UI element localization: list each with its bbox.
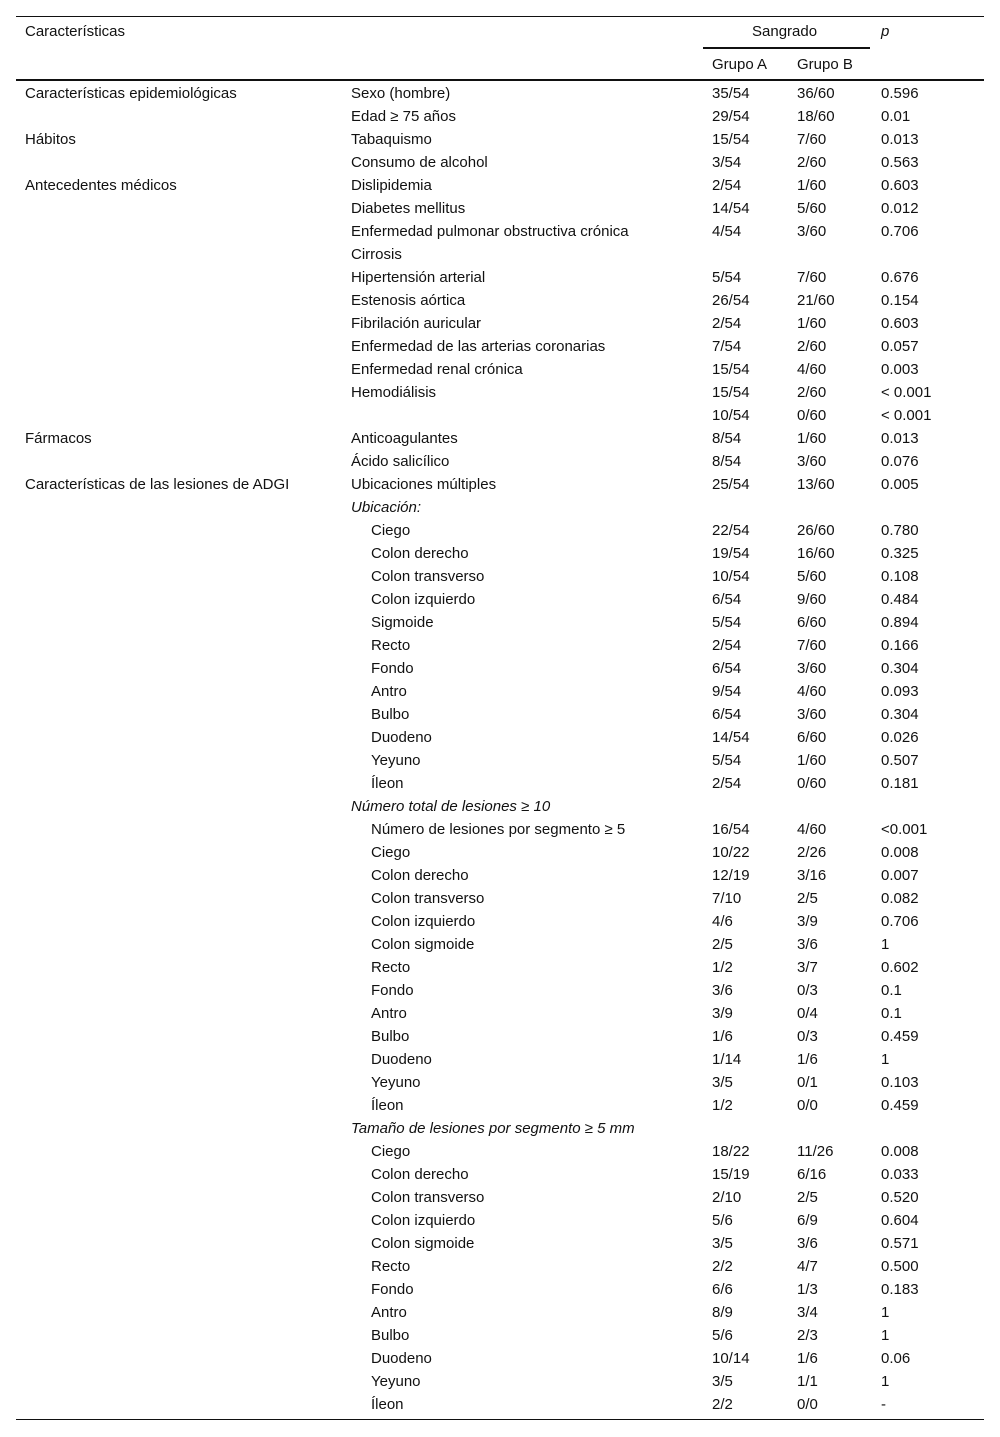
group-b-value: 6/60 [797,729,827,746]
group-a-value: 14/54 [712,200,750,217]
p-value: 0.181 [881,775,919,792]
p-value: < 0.001 [881,384,932,401]
group-a-value: 15/54 [712,131,750,148]
table-row [0,266,1000,289]
p-value: 0.06 [881,1350,911,1367]
group-b-value: 18/60 [797,108,835,125]
p-value: 0.894 [881,614,919,631]
group-b-value: 3/60 [797,660,827,677]
group-b-value: 1/60 [797,752,827,769]
row-characteristic: Colon derecho [371,545,469,562]
group-a-value: 16/54 [712,821,750,838]
group-b-value: 2/3 [797,1327,818,1344]
p-value: 0.008 [881,844,919,861]
p-value: 0.304 [881,706,919,723]
group-a-value: 12/19 [712,867,750,884]
table-row [0,910,1000,933]
group-a-value: 5/54 [712,269,742,286]
table-row [0,542,1000,565]
group-b-value: 5/60 [797,200,827,217]
group-b-value: 0/60 [797,775,827,792]
row-characteristic: Íleon [371,1396,404,1413]
group-b-value: 0/3 [797,982,818,999]
table-row [0,1232,1000,1255]
group-a-value: 5/54 [712,614,742,631]
group-a-value: 6/54 [712,660,742,677]
group-b-value: 1/3 [797,1281,818,1298]
header-characteristics: Características [25,23,126,40]
group-b-value: 0/0 [797,1097,818,1114]
row-characteristic: Consumo de alcohol [351,154,488,171]
table-bottom-rule [16,1419,984,1420]
row-characteristic: Hipertensión arterial [351,269,486,286]
group-b-value: 1/1 [797,1373,818,1390]
group-b-value: 7/60 [797,131,827,148]
table-row [0,703,1000,726]
group-a-value: 1/6 [712,1028,733,1045]
group-a-value: 4/6 [712,913,733,930]
group-a-value: 10/22 [712,844,750,861]
group-a-value: 2/10 [712,1189,742,1206]
row-category: Hábitos [25,131,76,148]
group-a-value: 5/54 [712,752,742,769]
p-value: 0.706 [881,913,919,930]
row-characteristic: Yeyuno [371,752,421,769]
table-row [0,956,1000,979]
header-group-b: Grupo B [797,56,853,73]
group-a-value: 18/22 [712,1143,750,1160]
row-characteristic: Ciego [371,522,411,539]
table-row [0,680,1000,703]
group-a-value: 15/54 [712,384,750,401]
table-row [0,404,1000,427]
group-a-value: 10/54 [712,407,750,424]
group-b-value: 3/6 [797,1235,818,1252]
table-row [0,933,1000,956]
p-value: 0.166 [881,637,919,654]
table-row [0,82,1000,105]
row-category: Fármacos [25,430,92,447]
group-b-value: 16/60 [797,545,835,562]
group-a-value: 1/2 [712,959,733,976]
row-characteristic: Tabaquismo [351,131,432,148]
group-b-value: 3/9 [797,913,818,930]
table-row [0,1393,1000,1416]
p-value: 0.603 [881,177,919,194]
group-a-value: 35/54 [712,85,750,102]
group-b-value: 0/1 [797,1074,818,1091]
row-characteristic: Colon transverso [371,568,485,585]
row-characteristic: Cirrosis [351,246,402,263]
group-b-value: 21/60 [797,292,835,309]
group-b-value: 3/60 [797,453,827,470]
row-characteristic: Enfermedad de las arterias coronarias [351,338,606,355]
header-bleeding: Sangrado [752,23,818,40]
group-a-value: 8/54 [712,430,742,447]
p-value: 0.780 [881,522,919,539]
table-row [0,1186,1000,1209]
table-row [0,726,1000,749]
group-a-value: 3/5 [712,1235,733,1252]
row-characteristic: Número total de lesiones ≥ 10 [351,798,551,815]
p-value: 0.154 [881,292,919,309]
group-a-value: 4/54 [712,223,742,240]
row-characteristic: Colon sigmoide [371,936,475,953]
group-a-value: 2/54 [712,637,742,654]
group-a-value: 2/2 [712,1258,733,1275]
row-characteristic: Antro [371,683,407,700]
p-value: 0.183 [881,1281,919,1298]
p-value: 1 [881,936,890,953]
table-row [0,749,1000,772]
row-characteristic: Ciego [371,844,411,861]
header-group-a: Grupo A [712,56,768,73]
group-b-value: 6/9 [797,1212,818,1229]
row-characteristic: Colon transverso [371,890,485,907]
table-row [0,1094,1000,1117]
p-value: 0.082 [881,890,919,907]
group-b-value: 2/5 [797,1189,818,1206]
group-b-value: 13/60 [797,476,835,493]
group-b-value: 3/6 [797,936,818,953]
row-characteristic: Hemodiálisis [351,384,437,401]
header-bottom-rule [16,79,984,81]
row-characteristic: Duodeno [371,1051,432,1068]
p-value: 1 [881,1304,890,1321]
row-characteristic: Colon izquierdo [371,913,476,930]
p-value: 0.571 [881,1235,919,1252]
group-a-value: 2/2 [712,1396,733,1413]
group-a-value: 14/54 [712,729,750,746]
p-value: 0.459 [881,1028,919,1045]
group-b-value: 1/60 [797,430,827,447]
row-characteristic: Ubicación: [351,499,422,516]
row-characteristic: Colon sigmoide [371,1235,475,1252]
group-a-value: 1/14 [712,1051,742,1068]
group-b-value: 1/60 [797,315,827,332]
row-characteristic: Recto [371,1258,411,1275]
table-row [0,795,1000,818]
p-value: 0.304 [881,660,919,677]
row-characteristic: Edad ≥ 75 años [351,108,456,125]
row-characteristic: Enfermedad renal crónica [351,361,523,378]
group-b-value: 11/26 [797,1143,834,1160]
group-b-value: 0/3 [797,1028,818,1045]
header-p: p [881,23,890,40]
group-a-value: 29/54 [712,108,750,125]
table-row [0,335,1000,358]
p-value: 0.008 [881,1143,919,1160]
row-characteristic: Íleon [371,1097,404,1114]
group-a-value: 1/2 [712,1097,733,1114]
group-a-value: 3/5 [712,1373,733,1390]
row-category: Antecedentes médicos [25,177,177,194]
table-row [0,381,1000,404]
p-value: 0.676 [881,269,919,286]
p-value: <0.001 [881,821,928,838]
group-b-value: 2/60 [797,154,827,171]
group-b-value: 2/26 [797,844,827,861]
table-row [0,312,1000,335]
row-characteristic: Recto [371,637,411,654]
group-b-value: 6/16 [797,1166,827,1183]
table-row [0,289,1000,312]
row-characteristic: Fibrilación auricular [351,315,482,332]
group-a-value: 8/9 [712,1304,733,1321]
row-characteristic: Bulbo [371,706,410,723]
group-b-value: 2/60 [797,338,827,355]
group-b-value: 36/60 [797,85,835,102]
group-b-value: 7/60 [797,269,827,286]
group-a-value: 15/54 [712,361,750,378]
table-row [0,1117,1000,1140]
table-row [0,220,1000,243]
group-a-value: 6/54 [712,706,742,723]
table-row [0,1140,1000,1163]
p-value: 0.1 [881,982,902,999]
group-a-value: 5/6 [712,1327,733,1344]
group-a-value: 10/54 [712,568,750,585]
row-characteristic: Yeyuno [371,1373,421,1390]
group-b-value: 4/60 [797,361,827,378]
table-row [0,496,1000,519]
table-row [0,358,1000,381]
table-row [0,611,1000,634]
group-a-value: 3/5 [712,1074,733,1091]
table-row [0,1370,1000,1393]
table-row [0,473,1000,496]
row-characteristic: Fondo [371,660,414,677]
table-row [0,128,1000,151]
group-b-value: 2/60 [797,384,827,401]
p-value: 0.01 [881,108,911,125]
group-a-value: 2/54 [712,177,742,194]
group-a-value: 10/14 [712,1350,750,1367]
row-characteristic: Sexo (hombre) [351,85,451,102]
table-body [0,82,1000,1416]
p-value: 0.026 [881,729,919,746]
row-characteristic: Colon derecho [371,1166,469,1183]
p-value: 0.057 [881,338,919,355]
table-row [0,864,1000,887]
group-b-value: 4/60 [797,683,827,700]
row-characteristic: Dislipidemia [351,177,432,194]
table-row [0,887,1000,910]
row-characteristic: Bulbo [371,1327,410,1344]
group-a-value: 3/54 [712,154,742,171]
row-characteristic: Ácido salicílico [351,453,450,470]
table-row [0,565,1000,588]
table-row [0,450,1000,473]
row-characteristic: Tamaño de lesiones por segmento ≥ 5 mm [351,1120,635,1137]
p-value: 0.007 [881,867,919,884]
p-value: 0.507 [881,752,919,769]
table-row [0,657,1000,680]
p-value: 1 [881,1327,890,1344]
group-a-value: 6/6 [712,1281,733,1298]
group-a-value: 2/54 [712,315,742,332]
p-value: 0.076 [881,453,919,470]
p-value: 1 [881,1051,890,1068]
group-b-value: 3/16 [797,867,827,884]
group-a-value: 6/54 [712,591,742,608]
table-row [0,1255,1000,1278]
row-characteristic: Número de lesiones por segmento ≥ 5 [371,821,626,838]
group-a-value: 7/10 [712,890,742,907]
p-value: 0.012 [881,200,919,217]
group-b-value: 0/60 [797,407,827,424]
row-characteristic: Duodeno [371,1350,432,1367]
group-b-value: 5/60 [797,568,827,585]
table-row [0,1209,1000,1232]
p-value: 0.459 [881,1097,919,1114]
p-value: 0.005 [881,476,919,493]
group-b-value: 3/60 [797,223,827,240]
group-a-value: 5/6 [712,1212,733,1229]
table-row [0,174,1000,197]
table-row [0,841,1000,864]
group-b-value: 3/7 [797,959,818,976]
table-row [0,772,1000,795]
table-row [0,818,1000,841]
p-value: 0.003 [881,361,919,378]
group-a-value: 26/54 [712,292,750,309]
row-characteristic: Colon izquierdo [371,591,476,608]
row-characteristic: Recto [371,959,411,976]
p-value: 0.1 [881,1005,902,1022]
table-row [0,105,1000,128]
group-a-value: 3/9 [712,1005,733,1022]
p-value: 0.603 [881,315,919,332]
row-characteristic: Colon izquierdo [371,1212,476,1229]
p-value: < 0.001 [881,407,932,424]
row-characteristic: Fondo [371,1281,414,1298]
table-row [0,427,1000,450]
p-value: 0.013 [881,430,919,447]
group-a-value: 15/19 [712,1166,750,1183]
group-a-value: 3/6 [712,982,733,999]
group-a-value: 9/54 [712,683,742,700]
p-value: 0.103 [881,1074,919,1091]
p-value: 0.520 [881,1189,919,1206]
table-row [0,1278,1000,1301]
row-characteristic: Sigmoide [371,614,434,631]
group-b-value: 1/6 [797,1350,818,1367]
row-category: Características de las lesiones de ADGI [25,476,290,493]
group-a-value: 8/54 [712,453,742,470]
group-b-value: 3/60 [797,706,827,723]
row-characteristic: Fondo [371,982,414,999]
row-characteristic: Bulbo [371,1028,410,1045]
p-value: 0.500 [881,1258,919,1275]
table-row [0,1347,1000,1370]
table-row [0,151,1000,174]
row-characteristic: Ubicaciones múltiples [351,476,497,493]
p-value: 1 [881,1373,890,1390]
group-b-value: 3/4 [797,1304,818,1321]
group-b-value: 1/60 [797,177,827,194]
group-b-value: 6/60 [797,614,827,631]
p-value: 0.706 [881,223,919,240]
p-value: 0.013 [881,131,919,148]
row-characteristic: Íleon [371,775,404,792]
group-b-value: 9/60 [797,591,827,608]
group-b-value: 4/60 [797,821,827,838]
table-row [0,197,1000,220]
group-a-value: 2/54 [712,775,742,792]
table-row [0,588,1000,611]
p-value: 0.093 [881,683,919,700]
row-characteristic: Colon derecho [371,867,469,884]
group-b-value: 0/0 [797,1396,818,1413]
table-row [0,1324,1000,1347]
row-category: Características epidemiológicas [25,85,237,102]
p-value: 0.033 [881,1166,919,1183]
p-value: 0.563 [881,154,919,171]
group-b-value: 1/6 [797,1051,818,1068]
group-b-value: 7/60 [797,637,827,654]
row-characteristic: Estenosis aórtica [351,292,466,309]
table-row [0,634,1000,657]
table-top-rule [16,16,984,17]
group-b-value: 4/7 [797,1258,818,1275]
table-row [0,1301,1000,1324]
table-row [0,979,1000,1002]
row-characteristic: Diabetes mellitus [351,200,466,217]
row-characteristic: Antro [371,1304,407,1321]
table-row [0,1048,1000,1071]
row-characteristic: Colon transverso [371,1189,485,1206]
row-characteristic: Enfermedad pulmonar obstructiva crónica [351,223,629,240]
p-value: 0.596 [881,85,919,102]
row-characteristic: Ciego [371,1143,411,1160]
row-characteristic: Anticoagulantes [351,430,458,447]
p-value: - [881,1396,886,1413]
group-a-value: 2/5 [712,936,733,953]
bleeding-rule [703,47,870,49]
p-value: 0.604 [881,1212,919,1229]
row-characteristic: Yeyuno [371,1074,421,1091]
table-row [0,519,1000,542]
p-value: 0.108 [881,568,919,585]
table-row [0,1163,1000,1186]
group-a-value: 19/54 [712,545,750,562]
p-value: 0.325 [881,545,919,562]
table-row [0,1071,1000,1094]
p-value: 0.484 [881,591,919,608]
table-row [0,1025,1000,1048]
row-characteristic: Antro [371,1005,407,1022]
table-row [0,243,1000,266]
group-a-value: 25/54 [712,476,750,493]
group-a-value: 22/54 [712,522,750,539]
group-b-value: 2/5 [797,890,818,907]
row-characteristic: Duodeno [371,729,432,746]
group-b-value: 26/60 [797,522,835,539]
group-b-value: 0/4 [797,1005,818,1022]
p-value: 0.602 [881,959,919,976]
group-a-value: 7/54 [712,338,742,355]
table-row [0,1002,1000,1025]
